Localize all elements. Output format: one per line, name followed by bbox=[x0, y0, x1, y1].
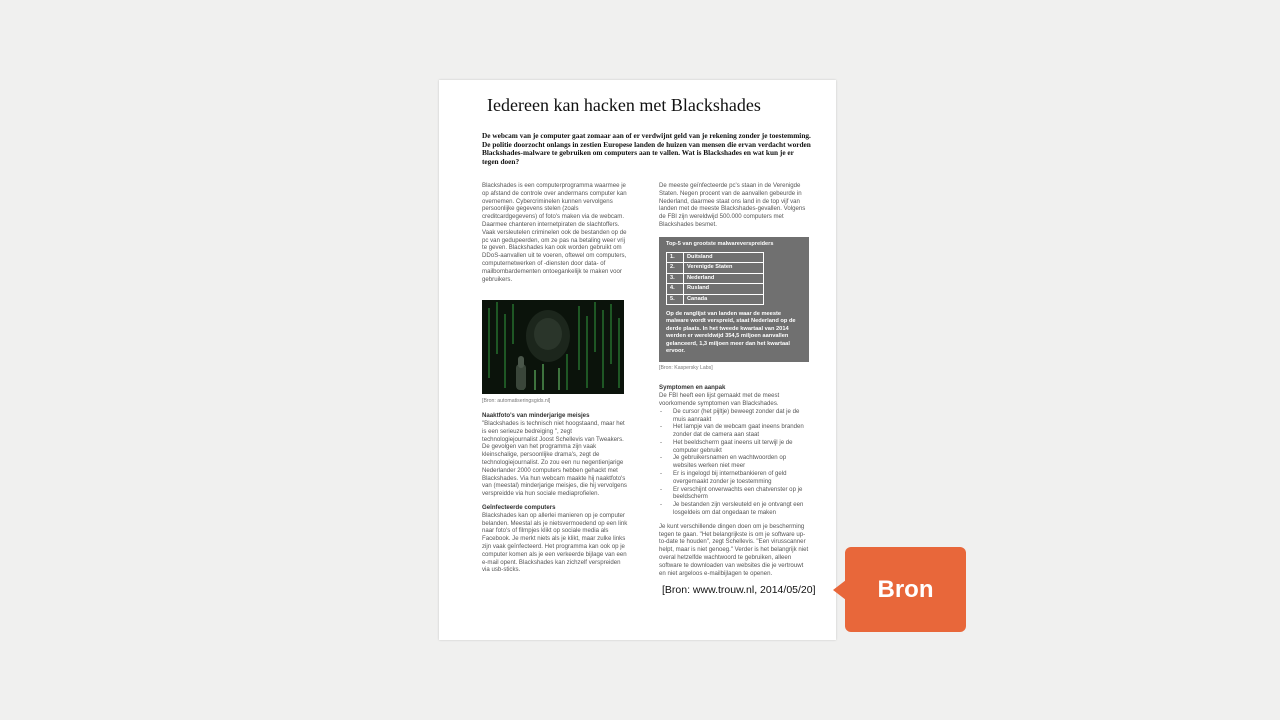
bron-callout: Bron bbox=[845, 547, 966, 632]
country-cell: Verenigde Staten bbox=[684, 263, 764, 274]
list-item: - Het beeldscherm gaat ineens uit terwijl je de computer gebruikt bbox=[659, 439, 809, 455]
table-row bbox=[667, 294, 764, 305]
document-page bbox=[439, 80, 836, 640]
column-right bbox=[659, 182, 809, 577]
table-row bbox=[667, 273, 764, 284]
column-left bbox=[482, 182, 628, 574]
section-3-intro: De FBI heeft een lijst gemaakt met de meest voorkomende symptomen van Blackshades. bbox=[659, 392, 780, 407]
country-cell: Duitsland bbox=[684, 252, 764, 263]
article-title: Iedereen kan hacken met Blackshades bbox=[487, 95, 761, 115]
country-cell: Rusland bbox=[684, 284, 764, 295]
top5-table bbox=[666, 252, 764, 306]
rank-cell: 5. bbox=[667, 294, 684, 305]
col2-intro-paragraph: De meeste geïnfecteerde pc's staan in de Verenigde Staten. Negen procent van de aanvallen gebeurde in Nederland, daarmee staat ons land in de top vijf van landen met de meeste Blackshades-gevallen. Volgens de FBI zijn wereldwijd 500.000 computers met Blackshades besmet. bbox=[659, 182, 806, 228]
table-row bbox=[667, 263, 764, 274]
country-cell: Canada bbox=[684, 294, 764, 305]
closing-paragraph: Je kunt verschillende dingen doen om je bescherming tegen te gaan. "Het belangrijkste is om je software up-to-date te houden", zegt Schellevis. "Een virusscanner helpt, maar is niet genoeg." Verder is het belangrijk niet overal hetzelfde wachtwoord te gebruiken, alleen software te downloaden van websites die je vertrouwt en niet argeloos e-mailbijlagen te openen. bbox=[659, 522, 809, 577]
table-row bbox=[667, 284, 764, 295]
list-item: - Je gebruikersnamen en wachtwoorden op websites werken niet meer bbox=[659, 454, 809, 470]
rank-cell: 4. bbox=[667, 284, 684, 295]
top5-title: Top-5 van grootste malwareverspreiders bbox=[666, 240, 774, 247]
section-1-text: "Blackshades is technisch niet hoogstaand, maar het is een serieuze bedreiging ", zegt technologiejournalist Joost Schellevis van Tweakers. De gevolgen van het programma zijn vaak kleinschalige, persoonlijke drama's, zegt de technologiejournalist. Zo zou een nu negentienjarige Nederlander 2000 computers hebben gehackt met Blackshades. Via hun webcam maakte hij naaktfoto's van (meestal) minderjarige meisjes, die hij vervolgens verspreidde via hun sociale mediaprofielen. bbox=[482, 419, 627, 498]
list-item: - Er verschijnt onverwachts een chatvenster op je beeldscherm bbox=[659, 486, 809, 502]
source-citation: [Bron: www.trouw.nl, 2014/05/20] bbox=[662, 584, 816, 596]
section-heading-3: Symptomen en aanpak bbox=[659, 384, 726, 392]
list-item: - Er is ingelogd bij internetbankieren of geld overgemaakt zonder je toestemming bbox=[659, 470, 809, 486]
list-item: - Het lampje van de webcam gaat ineens branden zonder dat de camera aan staat bbox=[659, 423, 809, 439]
rank-cell: 1. bbox=[667, 252, 684, 263]
intro-paragraph: Blackshades is een computerprogramma waarmee je op afstand de controle over andermans computer kan overnemen. Cybercriminelen kunnen vervolgens persoonlijke gegevens stelen (zoals creditcardgegevens) of foto's maken via de webcam. Daarmee chanteren internetpiraten de slachtoffers. Vaak versleutelen criminelen ook de bestanden op de pc van gedupeerden, om ze pas na betaling weer vrij te geven. Blackshades kan ook worden gebruikt om DDoS-aanvallen uit te voeren, oftewel om computers, computernetwerken of -diensten door data- of mailbombardementen ontoegankelijk te maken voor gebruikers. bbox=[482, 182, 627, 283]
section-heading-1: Naaktfoto's van minderjarige meisjes bbox=[482, 412, 590, 420]
table-row bbox=[667, 252, 764, 263]
rank-cell: 3. bbox=[667, 273, 684, 284]
section-heading-2: Geïnfecteerde computers bbox=[482, 503, 556, 511]
section-2-text: Blackshades kan op allerlei manieren op je computer belanden. Meestal als je nietsvermoedend op een link naar foto's of filmpjes klikt op sociale media als Facebook. Je merkt niets als je klikt, maar zulke links zijn vaak geïnfecteerd. Het programma kan ook op je computer komen als je een verkeerde bijlage van een e-mail opent. Blackshades kan zichzelf verspreiden via usb-sticks. bbox=[482, 511, 628, 574]
country-cell: Nederland bbox=[684, 273, 764, 284]
box-caption: [Bron: Kaspersky Labs] bbox=[659, 364, 713, 371]
list-item: - Je bestanden zijn versleuteld en je ontvangt een losgeldeis om dat ongedaan te maken bbox=[659, 501, 809, 517]
top5-text: Op de ranglijst van landen waar de meeste malware wordt verspreid, staat Nederland op de derde plaats. In het tweede kwartaal van 2014 werden er wereldwijd 354,5 miljoen aanvallen gelanceerd, 1,3 miljoen meer dan het kwartaal ervoor. bbox=[666, 311, 796, 355]
symptoms-list bbox=[659, 408, 809, 517]
top5-box bbox=[659, 237, 809, 362]
article-lead: De webcam van je computer gaat zomaar aan of er verdwijnt geld van je rekening zonder je toestemming. De politie doorzocht onlangs in zestien Europese landen de huizen van mensen die ervan verdacht worden Blackshades-malware te gebruiken om computers aan te vallen. Wat is Blackshades en wat kun je er tegen doen? bbox=[482, 131, 811, 166]
list-item: - De cursor (het pijltje) beweegt zonder dat je de muis aanraakt bbox=[659, 408, 809, 424]
photo-caption: [Bron: automatiseringsgids.nl] bbox=[482, 398, 551, 405]
hacker-photo bbox=[482, 300, 624, 394]
rank-cell: 2. bbox=[667, 263, 684, 274]
